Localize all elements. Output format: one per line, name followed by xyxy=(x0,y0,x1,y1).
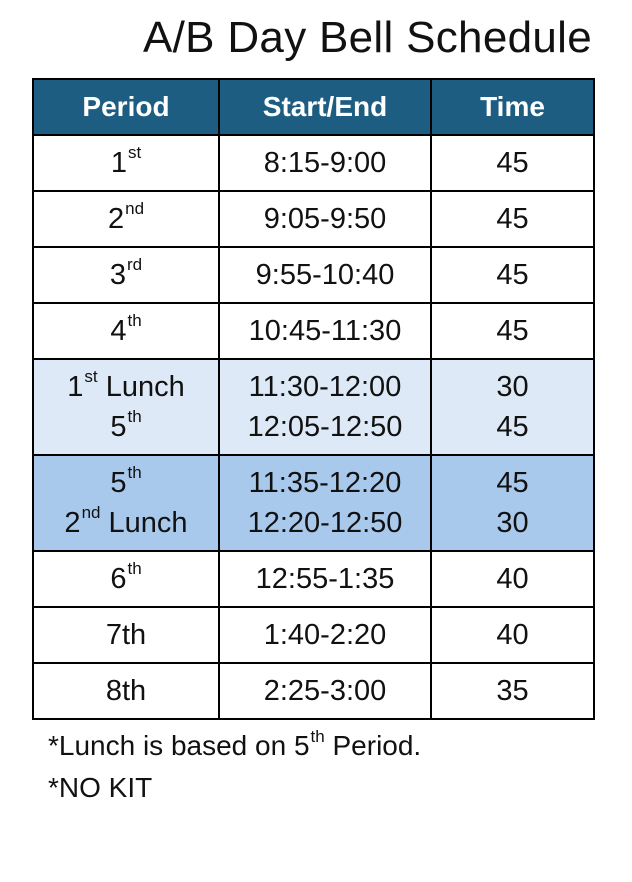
period-cell: 5th 2nd Lunch xyxy=(33,455,219,551)
start-end-cell: 2:25-3:00 xyxy=(219,663,431,719)
minutes-cell: 45 xyxy=(431,135,594,191)
start-end-cell: 9:05-9:50 xyxy=(219,191,431,247)
header-period: Period xyxy=(33,79,219,135)
table-row-second-lunch xyxy=(33,455,594,551)
minutes-cell: 45 xyxy=(431,191,594,247)
header-time: Time xyxy=(431,79,594,135)
period-cell: 8th xyxy=(33,663,219,719)
bell-schedule-table xyxy=(32,78,595,720)
table-row xyxy=(33,247,594,303)
period-cell: 6th xyxy=(33,551,219,607)
period-cell: 4th xyxy=(33,303,219,359)
table-row-first-lunch xyxy=(33,359,594,455)
start-end-cell: 12:55-1:35 xyxy=(219,551,431,607)
minutes-cell: 45 xyxy=(431,247,594,303)
header-start-end: Start/End xyxy=(219,79,431,135)
table-row xyxy=(33,135,594,191)
lunch-note: *Lunch is based on 5th Period. xyxy=(48,726,422,761)
period-cell: 2nd xyxy=(33,191,219,247)
minutes-cell: 45 xyxy=(431,303,594,359)
start-end-cell: 11:35-12:20 12:20-12:50 xyxy=(219,455,431,551)
table-row xyxy=(33,551,594,607)
no-kit-note: *NO KIT xyxy=(48,772,153,803)
minutes-cell: 35 xyxy=(431,663,594,719)
page-title: A/B Day Bell Schedule xyxy=(143,13,592,62)
table-row xyxy=(33,663,594,719)
minutes-cell: 30 45 xyxy=(431,359,594,455)
table-row xyxy=(33,191,594,247)
start-end-cell: 9:55-10:40 xyxy=(219,247,431,303)
start-end-cell: 11:30-12:00 12:05-12:50 xyxy=(219,359,431,455)
table-header-row xyxy=(33,79,594,135)
period-cell: 1st xyxy=(33,135,219,191)
minutes-cell: 45 30 xyxy=(431,455,594,551)
period-cell: 7th xyxy=(33,607,219,663)
minutes-cell: 40 xyxy=(431,551,594,607)
period-cell: 3rd xyxy=(33,247,219,303)
start-end-cell: 10:45-11:30 xyxy=(219,303,431,359)
start-end-cell: 1:40-2:20 xyxy=(219,607,431,663)
minutes-cell: 40 xyxy=(431,607,594,663)
start-end-cell: 8:15-9:00 xyxy=(219,135,431,191)
period-cell: 1st Lunch 5th xyxy=(33,359,219,455)
table-row xyxy=(33,607,594,663)
table-row xyxy=(33,303,594,359)
